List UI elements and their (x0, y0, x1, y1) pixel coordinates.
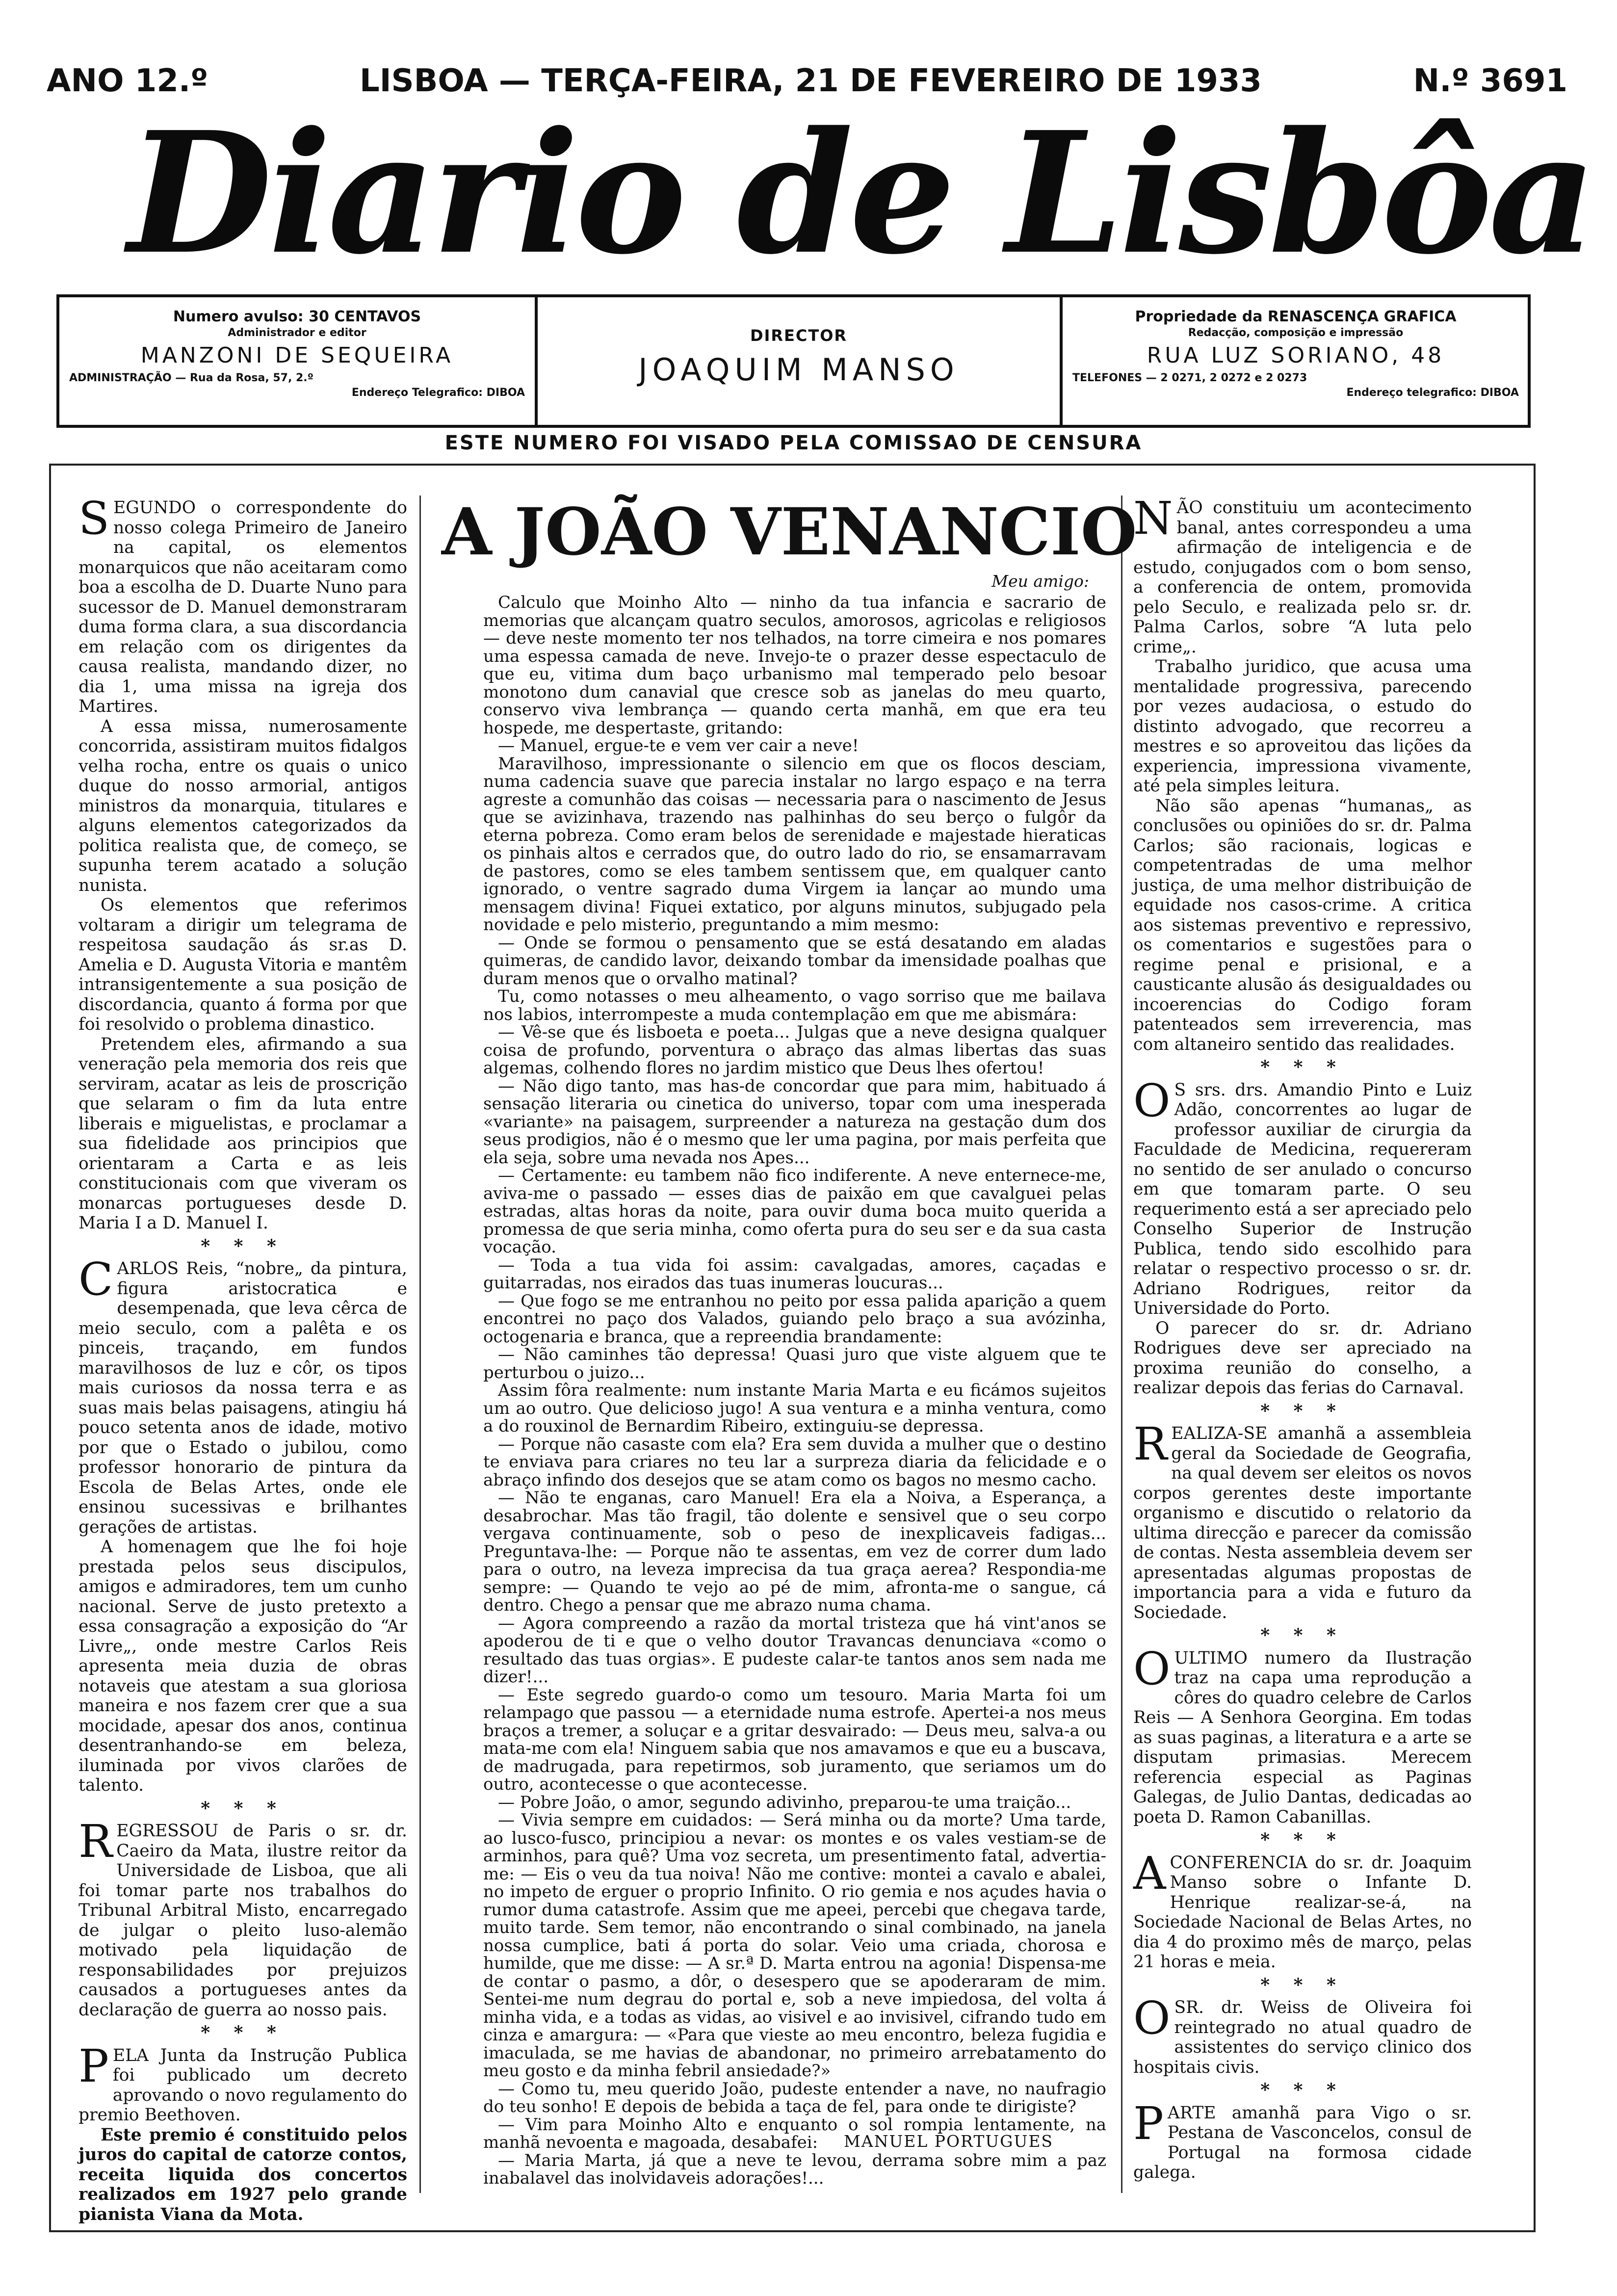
info-left (59, 297, 538, 425)
article-weiss-oliveira: OSR. dr. Weiss de Oliveira foi reintegrado no atual quadro de assistentes do serviço clinico dos hospitais civis. (1133, 1992, 1472, 2077)
article-carlos-reis: CARLOS Reis, “nobre„ da pintura, figura aristocratica e desempenada, que leva cêrca de meio seculo, com a palêta e os pinceis, traçando, em fundos maravilhosos de luz e côr, os tipos mais curiosos da nossa terra e as suas mais belas paisagens, atingiu há pouco setenta anos de idade, motivo por que o Estado o jubilou, como professor honorario de pintura da Escola de Belas Artes, onde ele ensinou sucessivas e brilhantes gerações de artistas. (78, 1253, 407, 1537)
issue-number: N.º 3691 (1413, 63, 1567, 99)
article-ilustracao: OULTIMO numero da Ilustração traz na capa uma reprodução a côres do quadro celebre de Carlos Reis — A Senhora Georgina. Em todas as suas paginas, a literatura e a arte se disputam primasias. Merecem referencia especial as Paginas Galegas, de Julio Dantas, dedicadas ao poeta D. Ramon Cabanillas. (1133, 1642, 1472, 1827)
paragraph: Os elementos que referimos voltaram a dirigir um telegrama de respeitosa saudação ás sr.as D. Amelia e D. Augusta Vitoria e mantêm intransigentemente a sua posição de discordancia, quanto á forma por que foi resolvido o problema dinastico. (78, 895, 407, 1034)
issue-year: ANO 12.º (47, 63, 209, 99)
masthead-info-box (56, 294, 1531, 428)
dateline (47, 61, 1567, 101)
article-vigo: PARTE amanhã para Vigo o sr. Pestana de Vasconcelos, consul de Portugal na formosa cidade galega. (1133, 2097, 1472, 2182)
right-telegraph: Endereço telegrafico: DIBOA (1346, 387, 1519, 399)
admin-telegraph: Endereço Telegrafico: DIBOA (351, 387, 525, 399)
redaction-address: RUA LUZ SORIANO, 48 (1147, 343, 1445, 368)
paragraph: — Como tu, meu querido João, pudeste entender a nave, no naufragio do teu sonho! E depois de bebida a taça de fel, para onde te dirigiste? (483, 2079, 1106, 2116)
letter-signature: MANUEL PORTUGUES (844, 2132, 1054, 2151)
paragraph: — Maria Marta, já que a neve te levou, derrama sobre mim a paz inabalavel das inolvidaveis adorações!... (483, 2150, 1106, 2188)
paragraph: — Porque não casaste com ela? Era sem duvida a mulher que o destino te enviava para criares no teu lar a surpreza diaria da felicidade e o abraço infindo dos desejos que se atam como os bagos no mesmo cacho. (483, 1434, 1106, 1490)
info-center (538, 297, 1063, 425)
article-conferencia: ACONFERENCIA do sr. dr. Joaquim Manso sobre o Infante D. Henrique realizar-se-á, na Sociedade Nacional de Belas Artes, no dia 4 do proximo mês de março, pelas 21 horas e meia. (1133, 1847, 1472, 1972)
director-name: JOAQUIM MANSO (638, 352, 959, 388)
paragraph: A homenagem que lhe foi hoje prestada pelos seus discipulos, amigos e admiradores, tem um cunho nacional. Serve de justo pretexto a essa consagração a exposição do “Ar Livre„, onde mestre Carlos Reis apresenta meia duzia de obras notaveis que atestam a sua gloriosa maneira e nos fazem crer que a sua mocidade, apesar dos anos, continua desentranhando-se em beleza, iluminada por vivos clarões de talento. (78, 1537, 407, 1795)
paragraph: Não são apenas “humanas„ as conclusões ou opiniões do sr. dr. Palma Carlos; são racionais, logicas e competentradas de uma melhor justiça, de uma melhor distribuição de equidade nos casos-crime. A critica aos sistemas preventivo e repressivo, os comentarios e sugestões para o regime penal e prisional, e a causticante alusão ás desigualdades ou incoerencias do Codigo foram patenteados sem irreverencia, mas com altaneiro sentido das realidades. (1133, 796, 1472, 1054)
section-separator: * * * (201, 2022, 285, 2043)
article-premio-beethoven: PELA Junta da Instrução Publica foi publicado um decreto aprovando o novo regulamento do premio Beethoven. (78, 2039, 407, 2125)
paragraph: O parecer do sr. dr. Adriano Rodrigues deve ser apreciado na proxima reunião do conselho, a realizar depois das ferias do Carnaval. (1133, 1318, 1472, 1398)
admin-label: Administrador e editor (228, 327, 366, 339)
paragraph: — Vê-se que és lisboeta e poeta... Julgas que a neve designa qualquer coisa de profundo, porventura o abraço das almas libertas das suas algemas, colhendo flores no jardim mistico que Deus lhes ofertou! (483, 1022, 1106, 1078)
paragraph: — Vim para Moinho Alto e enquanto o sol rompia lentamente, na manhã nevoenta e magoada, desabafei: (483, 2114, 1106, 2152)
salutation: Meu amigo: (991, 572, 1089, 591)
issue-date: LISBOA — TERÇA-FEIRA, 21 DE FEVEREIRO DE 1933 (359, 63, 1262, 99)
paragraph: — Que fogo se me entranhou no peito por essa palida aparição a quem encontrei no paço dos Valados, guiando pelo braço a sua avózinha, octogenaria e branca, que a repreendia brandamente: (483, 1291, 1106, 1347)
article-sociedade-geografia: REALIZA-SE amanhã a assembleia geral da Sociedade de Geografia, na qual devem ser eleitos os novos corpos gerentes deste importante organismo e discutido o relatorio da ultima direcção e parecer da comissão de contas. Nesta assembleia devem ser apresentadas algumas propostas de importancia para a vida e futuro da Sociedade. (1133, 1418, 1472, 1622)
section-separator: * * * (1260, 1400, 1345, 1421)
headline: A JOÃO VENANCIO (442, 494, 1137, 570)
article-caeiro-da-mata: REGRESSOU de Paris o sr. dr. Caeiro da Mata, ilustre reitor da Universidade de Lisboa, que ali foi tomar parte nos trabalhos do Tribunal Arbitral Misto, encarregado de julgar o pleito luso-alemão motivado pela liquidação de responsabilidades por prejuizos causados a portugueses antes da declaração de guerra ao nosso pais. (78, 1815, 407, 2020)
article-monarquicos: SEGUNDO o correspondente do nosso colega Primeiro de Janeiro na capital, os elementos monarquicos que não aceitaram como boa a escolha de D. Duarte Nuno para sucessor de D. Manuel demonstraram duma forma clara, a sua discordancia em relação com os dirigentes da causa realista, mandando dizer, no dia 1, uma missa na igreja dos Martires. (78, 492, 407, 716)
paragraph: — Vivia sempre em cuidados: — Será minha ou da morte? Uma tarde, ao lusco-fusco, principiou a nevar: os montes e os vales vestiam-se de arminhos, para quê? Uma voz secreta, um presentimento fatal, advertia-me: — Eis o veu da tua noiva! Não me contive: montei a cavalo e abalei, no impeto de erguer o proprio Infinito. O rio gemia e nos açudes havia o rumor duma catastrofe. Assim que me apeei, percebi que chegava tarde, muito tarde. Sem temor, não encontrando o sinal combinado, na janela nossa cumplice, bati á porta do solar. Veio uma criada, chorosa e humilde, que me disse: — A sr.ª D. Marta entrou na agonia! Dispensa-me de contar o pasmo, a dôr, o desespero que se apoderaram de mim. Sentei-me num degrau do portal e, sob a neve impiedosa, del volta á minha vida, e a todas as vidas, ao visivel e ao invisivel, cifrando tudo em cinza e amargura: — «Para que vieste ao meu encontro, beleza fugidia e imaculada, se me havias de abandonar, no primeiro arrebatamento do meu gosto e da minha febril ansiedade?» (483, 1810, 1106, 2081)
paragraph: — Certamente: eu tambem não fico indiferente. A neve enternece-me, aviva-me o passado — esses dias de paixão em que cavalguei pelas estradas, altas horas da noite, para ouvir duma boca muito querida a promessa de que seria minha, como oferta pura do seu ser e da sua casta vocação. (483, 1166, 1106, 1257)
paragraph: — Não caminhes tão depressa! Quasi juro que viste alguem que te perturbou o juizo... (483, 1345, 1106, 1383)
section-separator: * * * (1260, 2080, 1345, 2100)
section-separator: * * * (201, 1235, 285, 1256)
admin-address: ADMINISTRAÇÃO — Rua da Rosa, 57, 2.º (69, 372, 314, 384)
paragraph: Este premio é constituido pelos juros do capital de catorze contos, receita liquida dos concertos realizados em 1927 pelo grande pianista Viana da Mota. (78, 2125, 407, 2224)
paragraph: — Toda a tua vida foi assim: cavalgadas, amores, caçadas e guitarradas, nos eirados das tuas inumeras loucuras... (483, 1255, 1106, 1293)
paragraph: — Manuel, ergue-te e vem ver cair a neve! (498, 736, 859, 756)
info-right (1063, 297, 1529, 425)
section-separator: * * * (1260, 1974, 1345, 1995)
article-palma-carlos: NÃO constituiu um acontecimento banal, antes correspondeu a uma afirmação de inteligencia e de estudo, conjugados com o bom senso, a conferencia de ontem, promovida pelo Seculo, e realizada pelo sr. dr. Palma Carlos, sobre “A luta pelo crime„. (1133, 492, 1472, 657)
paragraph: — Este segredo guardo-o como um tesouro. Maria Marta foi um relampago que passou — a eternidade numa estrofe. Apertei-a nos meus braços a tremer, a soluçar e a gritar desvairado: — Deus meu, salva-a ou mata-me com ela! Ninguem sabia que nos amavamos e que eu a buscava, de madrugada, para repetirmos, sob juramento, que seriamos um do outro, acontecesse o que acontecesse. (483, 1685, 1106, 1794)
column-divider-left (419, 496, 421, 2193)
censorship-notice: ESTE NUMERO FOI VISADO PELA COMISSAO DE CENSURA (444, 432, 1143, 454)
paragraph: A essa missa, numerosamente concorrida, assistiram muitos fidalgos velha rocha, entre os quais o unico duque do nosso armorial, antigos ministros da monarquia, titulares e alguns elementos categorizados da politica realista que, de começo, se supunha terem acatado a solução nunista. (78, 716, 407, 895)
paragraph: Maravilhoso, impressionante o silencio em que os flocos desciam, numa cadencia suave que parecia instalar no largo espaço e na terra agreste a comunhão das coisas — necessaria para o nascimento de Jesus que se avizinhava, trazendo nas palhinhas do seu berço o fulgôr da eterna pobreza. Como eram belos de serenidade e majestade hieraticas os pinhais altos e cerrados que, do outro lado do rio, se ensamarravam de pastores, como se eles tambem sentissem que, em qualquer canto ignorado, o ventre sagrado duma Virgem ia lançar ao mundo uma mensagem divina! Fiquei extatico, por alguns minutos, subjugado pela novidade e pelo misterio, preguntando a mim mesmo: (483, 754, 1106, 935)
price-line: Numero avulso: 30 CENTAVOS (173, 308, 421, 325)
section-separator: * * * (1260, 1057, 1345, 1077)
paragraph: Trabalho juridico, que acusa uma mentalidade progressiva, parecendo por vezes audaciosa, o estudo do distinto advogado, que recorreu a mestres e so aproveitou das lições da experiencia, impressiona vivamente, até pela simples leitura. (1133, 657, 1472, 796)
director-label: DIRECTOR (750, 326, 848, 345)
section-separator: * * * (1260, 1625, 1345, 1645)
paragraph: — Onde se formou o pensamento que se está desatando em aladas quimeras, de candido lavor, deixando tombar da imensidade poalhas que duram menos que o orvalho matinal? (483, 933, 1106, 989)
right-column (1133, 492, 1472, 2186)
paragraph: Pretendem eles, afirmando a sua veneração pela memoria dos reis que serviram, acatar as leis de proscrição que selaram o fim da luta entre liberais e miguelistas, e proclamar a sua fidelidade aos principios que orientaram a Carta e as leis constitucionais com que viveram os monarcas portugueses desde D. Maria I a D. Manuel I. (78, 1034, 407, 1233)
article-concurso-medicina: O S srs. drs. Amandio Pinto e Luiz Adão, concorrentes ao lugar de professor auxiliar de cirurgia da Faculdade de Medicina, requereram no sentido de ser anulado o concurso em que tomaram parte. O seu requerimento está a ser apreciado pelo Conselho Superior de Instrução Publica, tendo sido escolhido para relatar o respectivo processo o sr. dr. Adriano Rodrigues, reitor da Universidade do Porto. (1133, 1074, 1472, 1318)
admin-name: MANZONI DE SEQUEIRA (140, 343, 454, 368)
phones: TELEFONES — 2 0271, 2 0272 e 2 0273 (1072, 372, 1307, 384)
owner-line: Propriedade da RENASCENÇA GRAFICA (1135, 308, 1457, 325)
redaction-label: Redacção, composição e impressão (1188, 327, 1404, 339)
masthead-title: Diario de Lisbôa (128, 96, 1593, 291)
paragraph: — Agora compreendo a razão da mortal tristeza que há vint'anos se apoderou de ti e que o velho doutor Travancas denunciava «como o resultado das tuas orgias». E pudeste calar-te tantos anos sem nada me dizer!... (483, 1613, 1106, 1687)
paragraph: Tu, como notasses o meu alheamento, o vago sorriso que me bailava nos labios, interrompeste a muda contemplação em que me abismára: (483, 987, 1106, 1024)
paragraph: — Não digo tanto, mas has-de concordar que para mim, habituado á sensação literaria ou cinetica do universo, topar com uma inesperada «variante» na paisagem, surpreender a natureza na gestação dum dos seus prodigios, não é o mesmo que ler uma pagina, por mais perfeita que ela seja, sobre uma nevada nos Apes... (483, 1076, 1106, 1168)
paragraph: Assim fôra realmente: num instante Maria Marta e eu ficámos sujeitos um ao outro. Que delicioso jugo! A sua ventura e a minha ventura, como a do rouxinol de Bernardim Ribeiro, extinguiu-se depressa. (483, 1381, 1106, 1436)
paragraph: — Não te enganas, caro Manuel! Era ela a Noiva, a Esperança, a desabrochar. Mas tão fragil, tão dolente e sensivel que o seu corpo vergava continuamente, sob o peso de inexplicaveis fadigas... Preguntava-lhe: — Porque não te assentas, em vez de correr dum lado para o outro, na leveza imprecisa da tua graça aerea? Respondia-me sempre: — Quando te vejo ao pé de mim, afronta-me o sangue, cá dentro. Chego a pensar que me abrazo numa chama. (483, 1488, 1106, 1615)
column-divider-right (1121, 496, 1122, 2193)
paragraph: Calculo que Moinho Alto — ninho da tua infancia e sacrario de memorias que alcançam quatro seculos, amorosos, agricolas e religiosos — deve neste momento ter nos telhados, na torre cimeira e nos pomares uma espessa camada de neve. Invejo-te o prazer desse espectaculo de que eu, vitima dum baço urbanismo mal temperado pelo besoar monotono dum canavial que cresce sob as janelas do meu quarto, conservo viva lembrança — quando certa manhã, em que era teu hospede, me despertaste, gritando: (483, 593, 1106, 738)
left-column (78, 492, 407, 2224)
paragraph: — Pobre João, o amor, segundo adivinho, preparou-te uma traição... (498, 1792, 1071, 1812)
section-separator: * * * (201, 1798, 285, 1819)
section-separator: * * * (1260, 1829, 1345, 1850)
